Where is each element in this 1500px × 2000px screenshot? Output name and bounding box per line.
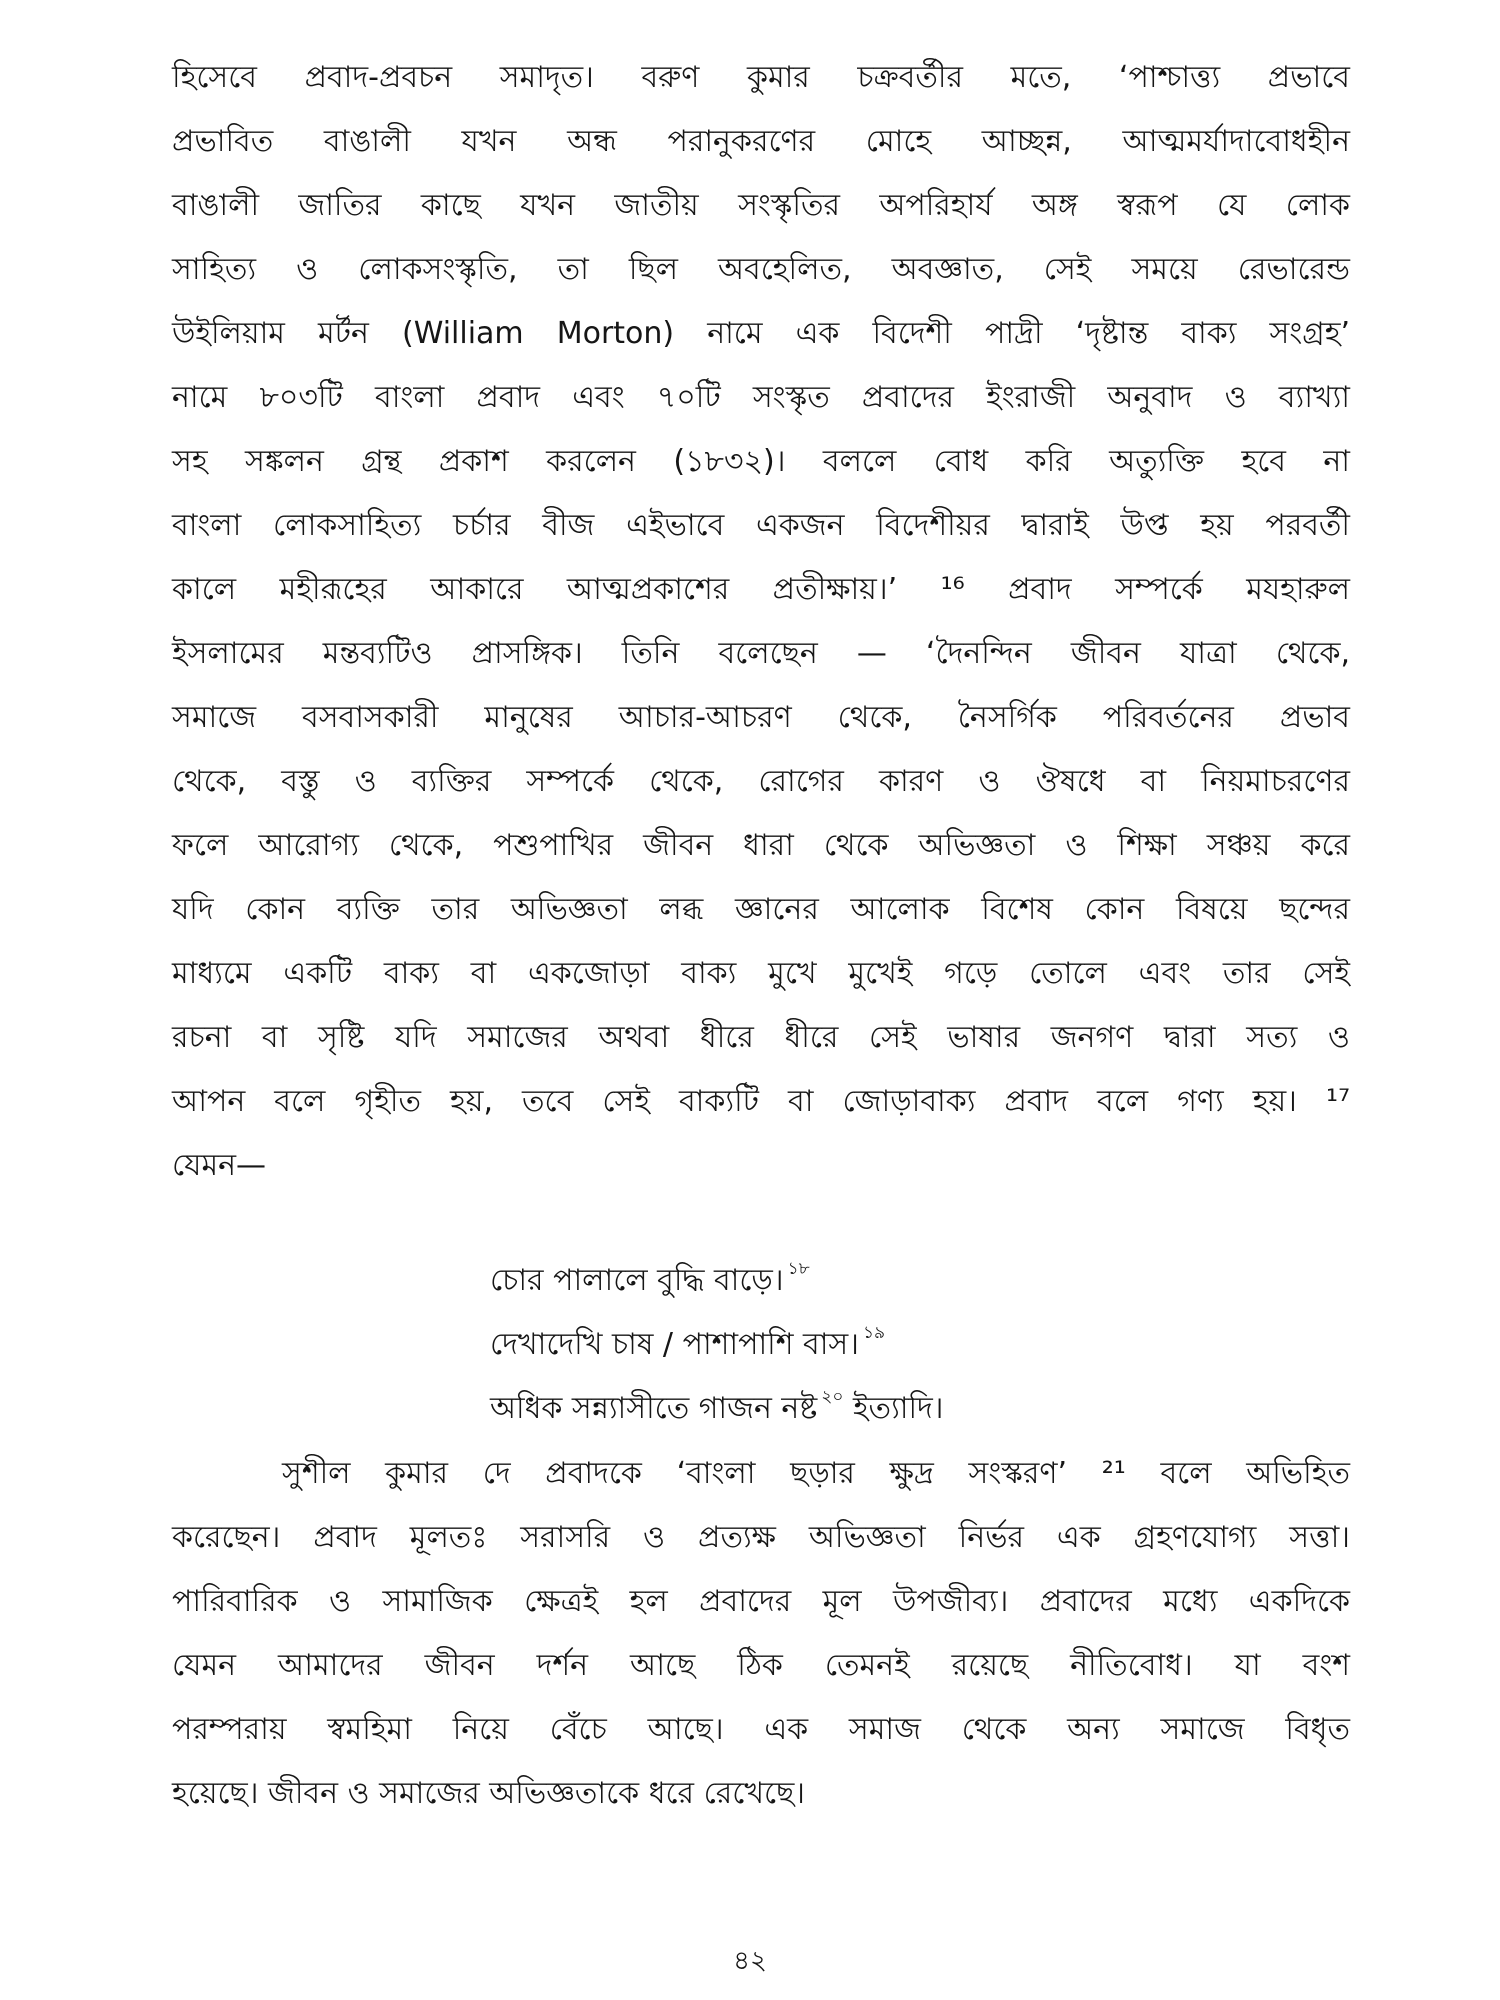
example-text: চোর পালালে বুদ্ধি বাড়ে। [490,1263,784,1298]
lead-in: যেমন— [172,1148,267,1183]
footnote-ref: ১৯ [862,1323,886,1343]
footnote-ref: ১৮ [787,1259,810,1279]
text-line: নামে ৮০৩টি বাংলা প্রবাদ এবং ৭০টি সংস্কৃত প্রবাদের ইংরাজী অনুবাদ ও ব্যাখ্যা [172,380,1350,415]
text-line: যদি কোন ব্যক্তি তার অভিজ্ঞতা লব্ধ জ্ঞানের আলোক বিশেষ কোন বিষয়ে ছন্দের [172,892,1350,927]
text-line: পরম্পরায় স্বমহিমা নিয়ে বেঁচে আছে। এক সমাজ থেকে অন্য সমাজে বিধৃত [172,1712,1350,1747]
example-text: দেখাদেখি চাষ / পাশাপাশি বাস। [490,1327,859,1362]
text-line: ফলে আরোগ্য থেকে, পশুপাখির জীবন ধারা থেকে অভিজ্ঞতা ও শিক্ষা সঞ্চয় করে [172,828,1350,863]
text-line: ইসলামের মন্তব্যটিও প্রাসঙ্গিক। তিনি বলেছেন — ‘দৈনন্দিন জীবন যাত্রা থেকে, [172,636,1350,671]
text-line: সহ সঙ্কলন গ্রন্থ প্রকাশ করলেন (১৮৩২)। বললে বোধ করি অত্যুক্তি হবে না [172,444,1350,479]
example-proverb [490,1384,944,1435]
example-text: অধিক সন্ন্যাসীতে গাজন নষ্ট [490,1391,818,1426]
example-proverb [490,1256,810,1307]
text-line: যেমন আমাদের জীবন দর্শন আছে ঠিক তেমনই রয়েছে নীতিবোধ। যা বংশ [172,1648,1350,1683]
text-line: প্রভাবিত বাঙালী যখন অন্ধ পরানুকরণের মোহে আচ্ছন্ন, আত্মমর্যাদাবোধহীন [172,124,1350,159]
text-line: হয়েছে। জীবন ও সমাজের অভিজ্ঞতাকে ধরে রেখেছে। [172,1776,805,1811]
page-number: ৪২ [733,1946,767,1976]
text-line: করেছেন। প্রবাদ মূলতঃ সরাসরি ও প্রত্যক্ষ অভিজ্ঞতা নির্ভর এক গ্রহণযোগ্য সত্তা। [172,1520,1350,1555]
text-line: হিসেবে প্রবাদ-প্রবচন সমাদৃত। বরুণ কুমার চক্রবর্তীর মতে, ‘পাশ্চাত্ত্য প্রভাবে [172,60,1350,95]
footnote-ref: ২০ [821,1387,844,1407]
text-line: বাঙালী জাতির কাছে যখন জাতীয় সংস্কৃতির অপরিহার্য অঙ্গ স্বরূপ যে লোক [172,188,1350,223]
text-line: সমাজে বসবাসকারী মানুষের আচার-আচরণ থেকে, নৈসর্গিক পরিবর্তনের প্রভাব [172,700,1350,735]
text-line: মাধ্যমে একটি বাক্য বা একজোড়া বাক্য মুখে মুখেই গড়ে তোলে এবং তার সেই [172,956,1350,991]
text-line: উইলিয়াম মর্টন (William Morton) নামে এক বিদেশী পাদ্রী ‘দৃষ্টান্ত বাক্য সংগ্রহ’ [172,316,1350,351]
example-proverb [490,1320,885,1371]
example-trailing-text: ইত্যাদি। [852,1391,944,1426]
text-line: বাংলা লোকসাহিত্য চর্চার বীজ এইভাবে একজন বিদেশীয়র দ্বারাই উপ্ত হয় পরবর্তী [172,508,1350,543]
text-line: কালে মহীরূহের আকারে আত্মপ্রকাশের প্রতীক্ষায়।’ ¹⁶ প্রবাদ সম্পর্কে মযহারুল [172,572,1350,607]
text-line: সাহিত্য ও লোকসংস্কৃতি, তা ছিল অবহেলিত, অবজ্ঞাত, সেই সময়ে রেভারেন্ড [172,252,1350,287]
text-line: থেকে, বস্তু ও ব্যক্তির সম্পর্কে থেকে, রোগের কারণ ও ঔষধে বা নিয়মাচরণের [172,764,1350,799]
text-line: সুশীল কুমার দে প্রবাদকে ‘বাংলা ছড়ার ক্ষুদ্র সংস্করণ’ ²¹ বলে অভিহিত [282,1456,1350,1491]
text-line: রচনা বা সৃষ্টি যদি সমাজের অথবা ধীরে ধীরে সেই ভাষার জনগণ দ্বারা সত্য ও [172,1020,1350,1055]
text-line: আপন বলে গৃহীত হয়, তবে সেই বাক্যটি বা জোড়াবাক্য প্রবাদ বলে গণ্য হয়। ¹⁷ [172,1084,1350,1119]
text-line: পারিবারিক ও সামাজিক ক্ষেত্রই হল প্রবাদের মূল উপজীব্য। প্রবাদের মধ্যে একদিকে [172,1584,1350,1619]
